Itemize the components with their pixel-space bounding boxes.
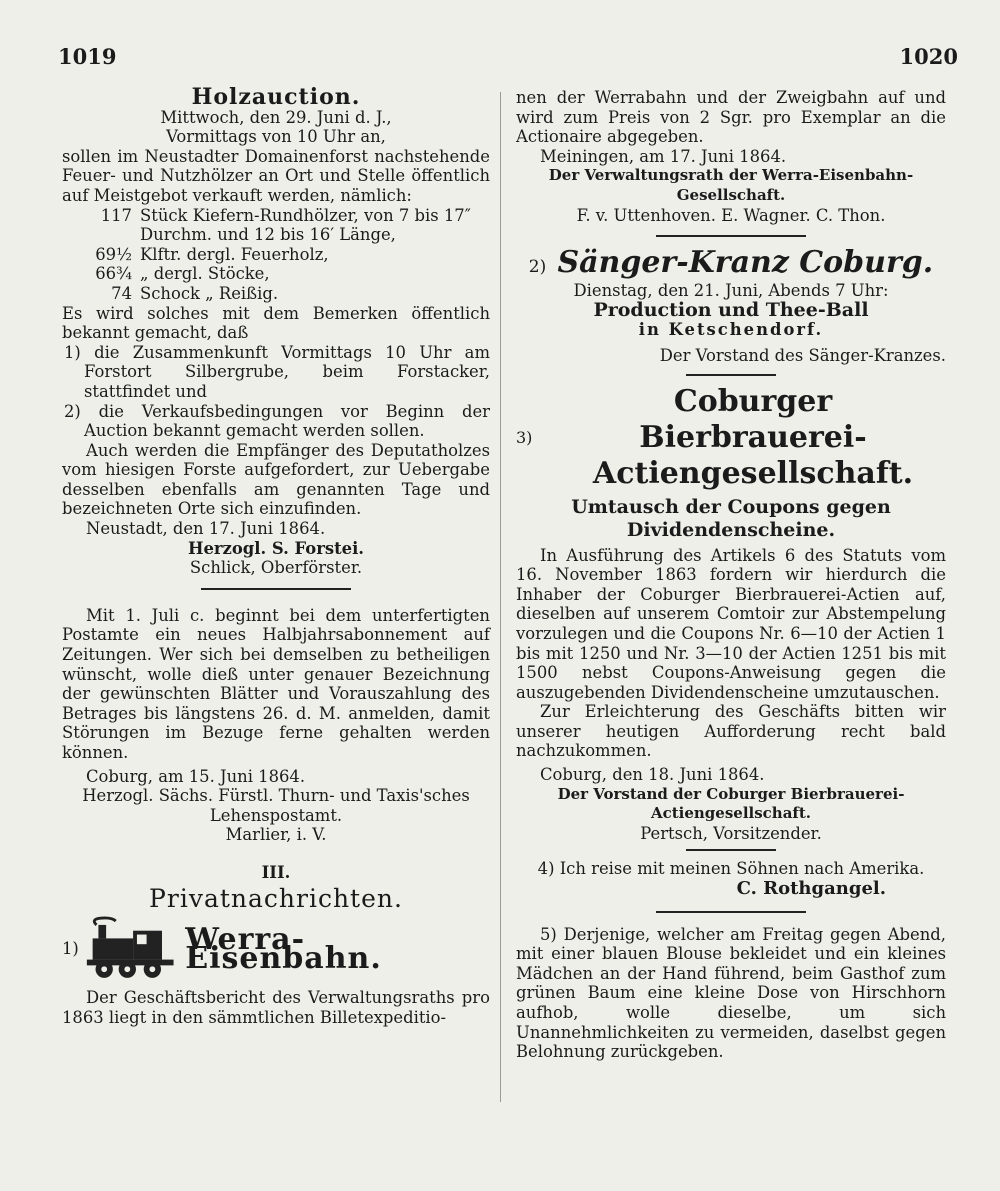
- werra-signature-names: F. v. Uttenhoven. E. Wagner. C. Thon.: [576, 205, 886, 225]
- wood-signature-office: Herzogl. S. Forstei.: [187, 538, 365, 558]
- saenger-date: Dienstag, den 21. Juni, Abends 7 Uhr:: [573, 281, 889, 301]
- brewery-signature-board: Der Vorstand der Coburger Bierbrauerei-Actiengesellschaft.: [557, 784, 905, 823]
- divider: [656, 235, 806, 237]
- brewery-number: 3): [516, 427, 533, 447]
- wood-place-date: Neustadt, den 17. Juni 1864.: [86, 519, 326, 539]
- saenger-signature: Der Vorstand des Sänger-Kranzes.: [659, 345, 946, 365]
- wood-deputat-text: Auch werden die Empfänger des Deputatholzes vom hiesigen Forste aufgefordert, zur Uebergabe desselben ebenfalls am genannten Tage und bezeichneten Orte sich einzufinden.: [62, 440, 490, 519]
- brewery-signature-name: Pertsch, Vorsitzender.: [640, 823, 822, 843]
- america-signature: C. Rothgangel.: [736, 878, 886, 900]
- item-text: Schock „ Reißig.: [140, 283, 279, 303]
- post-signature-name: Marlier, i. V.: [225, 825, 327, 845]
- item-qty: 66¾: [95, 264, 132, 284]
- wood-signature-name: Schlick, Oberförster.: [189, 558, 363, 578]
- werra-place-date: Meiningen, am 17. Juni 1864.: [540, 146, 787, 166]
- post-notice-text: Mit 1. Juli c. beginnt bei dem unterfertigten Postamte ein neues Halbjahrsabonnement auf Zeitungen. Wer sich bei demselben zu betheiligen wünscht, wolle dieß unter genauer Bezeichnung der gewünschten Blätter und Vorauszahlung des Betrages bis längstens 26. d. M. anmelden, damit Störungen im Bezuge ferne gehalten werden können.: [62, 605, 490, 762]
- right-column: [516, 88, 946, 1062]
- werra-title: Werra-Eisenbahn.: [185, 921, 382, 977]
- saenger-number: 2): [528, 257, 547, 278]
- brewery-place-date: Coburg, den 18. Juni 1864.: [540, 765, 765, 785]
- section-number: III.: [261, 862, 291, 882]
- page-number-left: 1019: [58, 44, 117, 69]
- brewery-text-1: In Ausführung des Artikels 6 des Statuts vom 16. November 1863 fordern wir hierdurch die Inhaber der Coburger Bierbrauerei-Actien auf, dieselben auf unserem Comtoir zur Abstempelung vorzulegen und die Coupons Nr. 6—10 der Actien 1 bis mit 1250 und Nr. 3—10 der Actien 1251 bis mit 1500 nebst Coupons-Anweisung gegen die auszugebenden Dividendenscheine umzutauschen.: [516, 545, 946, 702]
- item-text: Stück Kiefern-Rundhölzer, von 7 bis 17″ Durchm. und 12 bis 16′ Länge,: [140, 205, 471, 245]
- lost-item-text: 5) Derjenige, welcher am Freitag gegen Abend, mit einer blauen Blouse bekleidet und ein kleines Mädchen an der Hand führend, beim Gasthof zum grünen Baum eine kleine Dose von Hirschhorn aufhob, wolle dieselbe, um sich Unannehmlichkeiten zu vermeiden, daselbst gegen Belohnung zurückgeben.: [516, 924, 946, 1062]
- list-item: [62, 245, 490, 265]
- wood-condition-2: 2) die Verkaufsbedingungen vor Beginn der Auction bekannt gemacht werden sollen.: [64, 401, 490, 441]
- list-item: [62, 264, 490, 284]
- section-title: Privatnachrichten.: [149, 883, 403, 913]
- item-text: „ dergl. Stöcke,: [140, 264, 270, 284]
- werra-text: Der Geschäftsbericht des Verwaltungsraths pro 1863 liegt in den sämmtlichen Billetexpeditio-: [62, 988, 490, 1027]
- werra-text-continued: nen der Werrabahn und der Zweigbahn auf und wird zum Preis von 2 Sgr. pro Exemplar an die Actionaire abgegeben.: [516, 88, 946, 147]
- item-qty: 74: [111, 283, 132, 303]
- saenger-event: Production und Thee-Ball: [593, 298, 869, 321]
- werra-heading: [62, 916, 490, 982]
- left-column: [62, 84, 490, 1027]
- brewery-title-line-1: Coburger Bierbrauerei-: [639, 383, 867, 455]
- divider: [201, 588, 351, 590]
- brewery-text-2: Zur Erleichterung des Geschäfts bitten wir unserer heutigen Aufforderung recht bald nachzukommen.: [516, 702, 946, 761]
- wood-auction-intro: sollen im Neustadter Domainenforst nachstehende Feuer- und Nutzhölzer an Ort und Stelle öffentlich auf Meistgebot verkauft werden, nämlich:: [62, 146, 490, 205]
- brewery-subtitle: Umtausch der Coupons gegen Dividendenscheine.: [571, 495, 891, 541]
- divider: [686, 849, 776, 851]
- saenger-title: Sänger-Kranz Coburg.: [557, 245, 934, 281]
- werra-signature-board: Der Verwaltungsrath der Werra-Eisenbahn-Gesellschaft.: [548, 166, 914, 204]
- wood-auction-time: Vormittags von 10 Uhr an,: [166, 127, 386, 147]
- wood-auction-date: Mittwoch, den 29. Juni d. J.,: [160, 107, 392, 127]
- divider: [686, 374, 776, 376]
- brewery-heading: [516, 384, 946, 492]
- item-qty: 117: [100, 205, 132, 225]
- saenger-heading: [516, 245, 946, 281]
- post-place-date: Coburg, am 15. Juni 1864.: [86, 766, 306, 786]
- wood-auction-title: Holzauction.: [191, 84, 361, 110]
- brewery-title-line-2: Actiengesellschaft.: [592, 455, 914, 491]
- page-number-right: 1020: [899, 44, 958, 69]
- column-divider: [500, 92, 501, 1102]
- post-signature-office: Herzogl. Sächs. Fürstl. Thurn- und Taxis'sches Lehenspostamt.: [82, 786, 470, 825]
- item-text: Klftr. dergl. Feuerholz,: [140, 244, 329, 264]
- divider: [656, 911, 806, 913]
- america-text: 4) Ich reise mit meinen Söhnen nach Amerika.: [537, 859, 925, 879]
- wood-items-list: [62, 206, 490, 304]
- wood-notice: Es wird solches mit dem Bemerken öffentlich bekannt gemacht, daß: [62, 303, 490, 343]
- locomotive-icon: [83, 916, 177, 982]
- saenger-place: in Ketschendorf.: [638, 320, 824, 340]
- werra-number: 1): [62, 939, 79, 959]
- list-item: [62, 284, 490, 304]
- item-qty: 69½: [95, 244, 132, 264]
- wood-condition-1: 1) die Zusammenkunft Vormittags 10 Uhr am Forstort Silbergrube, beim Forstacker, stattfindet und: [64, 342, 490, 401]
- list-item: [62, 206, 490, 245]
